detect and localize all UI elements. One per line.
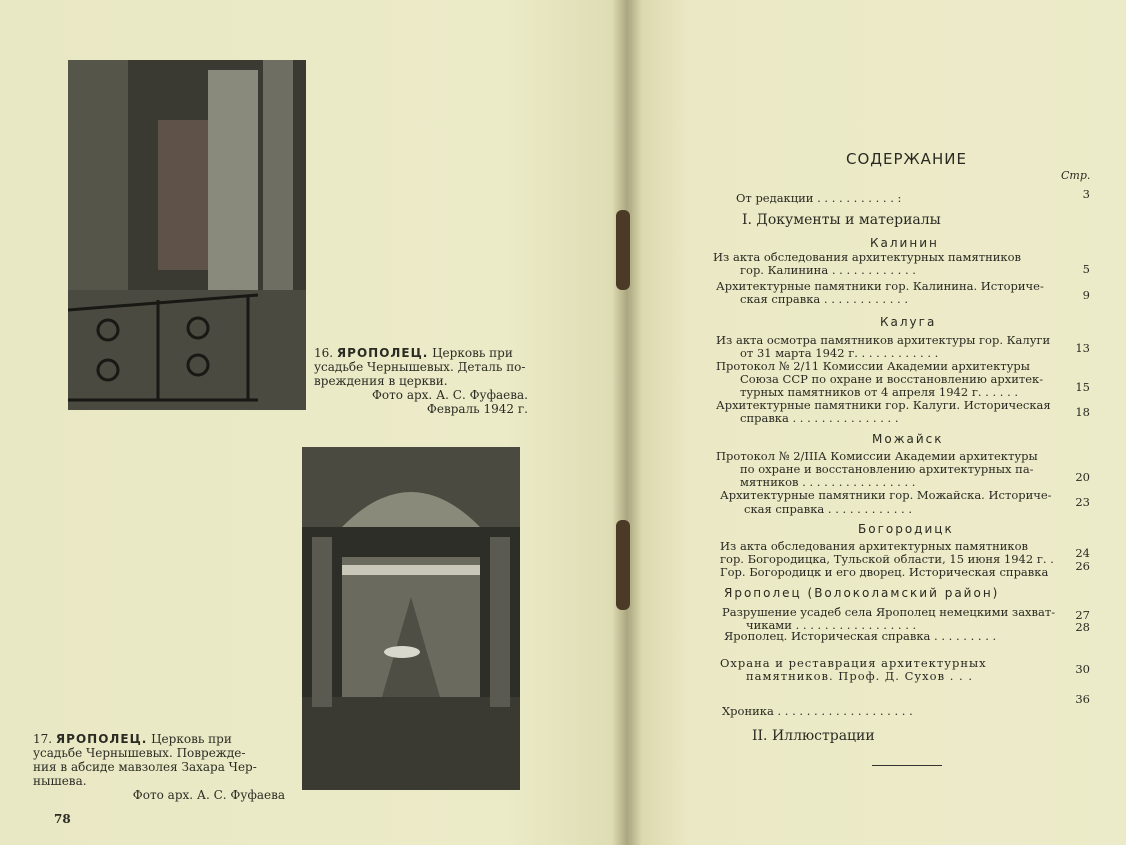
- photo-17: [302, 447, 520, 790]
- toc-section-heading: Можайск: [872, 432, 944, 446]
- photo-16: [68, 60, 306, 410]
- toc-entry: Гор. Богородицк и его дворец. Историческая справка: [720, 565, 1049, 579]
- caption-17: [33, 732, 285, 802]
- caption-line: усадьбе Чернышевых. Деталь по-: [314, 360, 526, 374]
- toc-entry: Архитектурные памятники гор. Можайска. Историче-: [720, 488, 1052, 502]
- caption-line: ния в абсиде мавзолея Захара Чер-: [33, 760, 257, 774]
- page-number: 78: [54, 812, 71, 826]
- toc-entry: Из акта осмотра памятников архитектуры гор. Калуги: [716, 333, 1051, 347]
- toc-entry: справка . . . . . . . . . . . . . . .: [740, 411, 899, 425]
- toc-entry: Разрушение усадеб села Ярополец немецкими захват-: [722, 605, 1056, 619]
- caption-line: вреждения в церкви.: [314, 374, 448, 388]
- toc-entry: от 31 марта 1942 г. . . . . . . . . . . .: [740, 346, 939, 360]
- caption-line: Церковь при: [151, 732, 232, 746]
- toc-entry: гор. Богородицка, Тульской области, 15 июня 1942 г. .: [720, 552, 1054, 566]
- toc-entry: Архитектурные памятники гор. Калинина. Историче-: [716, 279, 1044, 293]
- toc-page: 15: [1075, 380, 1090, 394]
- toc-page: 18: [1075, 405, 1090, 419]
- caption-place: ЯРОПОЛЕЦ.: [336, 346, 429, 360]
- toc-part-heading: I. Документы и материалы: [742, 212, 941, 228]
- toc-entry: Ярополец. Историческая справка . . . . . . . . .: [724, 629, 997, 643]
- toc-page: 36: [1075, 692, 1090, 706]
- toc-entry: Охрана и реставрация архитектурных: [720, 656, 987, 670]
- toc-page: 26: [1075, 559, 1090, 573]
- toc-entry: Союза ССР по охране и восстановлению архитек-: [740, 372, 1044, 386]
- toc-section-heading: Ярополец (Волоколамский район): [724, 586, 1000, 600]
- toc-entry: Хроника . . . . . . . . . . . . . . . . . . .: [722, 704, 913, 718]
- toc-entry: гор. Калинина . . . . . . . . . . . .: [740, 263, 916, 277]
- toc-entry: чиками . . . . . . . . . . . . . . . . .: [746, 618, 917, 632]
- caption-line: нышева.: [33, 774, 87, 788]
- toc-entry: Протокол № 2/IIIА Комиссии Академии архитектуры: [716, 449, 1038, 463]
- toc-page: 24: [1075, 546, 1090, 560]
- toc-page: 20: [1075, 470, 1090, 484]
- toc-title: СОДЕРЖАНИЕ: [846, 150, 967, 168]
- toc-entry: Протокол № 2/11 Комиссии Академии архитектуры: [716, 359, 1030, 373]
- toc-entry: по охране и восстановлению архитектурных па-: [740, 462, 1034, 476]
- toc-page: 23: [1075, 495, 1090, 509]
- toc-entry: мятников . . . . . . . . . . . . . . . .: [740, 475, 916, 489]
- toc-section-heading: Калинин: [870, 236, 939, 250]
- toc-entry: ская справка . . . . . . . . . . . .: [740, 292, 908, 306]
- toc-entry: Из акта обследования архитектурных памятников: [713, 250, 1022, 264]
- toc-page: 9: [1082, 288, 1090, 302]
- toc-entry: турных памятников от 4 апреля 1942 г. . . . . .: [740, 385, 1019, 399]
- photo-credit: Фото арх. А. С. Фуфаева: [132, 788, 285, 802]
- toc-entry: памятников. Проф. Д. Сухов . . .: [746, 669, 973, 683]
- toc-section-heading: Богородицк: [858, 522, 954, 536]
- page-burn-mark: [616, 210, 630, 290]
- toc-page: 28: [1075, 620, 1090, 634]
- toc-entry: Из акта обследования архитектурных памятников: [720, 539, 1029, 553]
- toc-page: 13: [1075, 341, 1090, 355]
- toc-entry: От редакции . . . . . . . . . . . :: [736, 191, 902, 205]
- caption-number: 17.: [33, 732, 53, 746]
- page-column-label: Стр.: [1061, 169, 1091, 182]
- book-gutter: [612, 0, 642, 845]
- toc-entry: ская справка . . . . . . . . . . . .: [744, 502, 912, 516]
- caption-number: 16.: [314, 346, 334, 360]
- toc-page: 3: [1082, 187, 1090, 201]
- closing-rule: [872, 765, 942, 766]
- caption-line: Церковь при: [432, 346, 513, 360]
- page-burn-mark: [616, 520, 630, 610]
- toc-page: 27: [1075, 608, 1090, 622]
- toc-entry: Архитектурные памятники гор. Калуги. Историческая: [716, 398, 1051, 412]
- photo-credit: Фото арх. А. С. Фуфаева.: [371, 388, 528, 402]
- toc-page: 30: [1075, 662, 1090, 676]
- toc-section-heading: Калуга: [880, 315, 937, 329]
- caption-place: ЯРОПОЛЕЦ.: [55, 732, 148, 746]
- caption-16: [314, 346, 528, 416]
- toc-page: 5: [1082, 262, 1090, 276]
- toc-part-heading: II. Иллюстрации: [752, 728, 875, 744]
- caption-line: усадьбе Чернышевых. Поврежде-: [33, 746, 246, 760]
- photo-credit: Февраль 1942 г.: [426, 402, 528, 416]
